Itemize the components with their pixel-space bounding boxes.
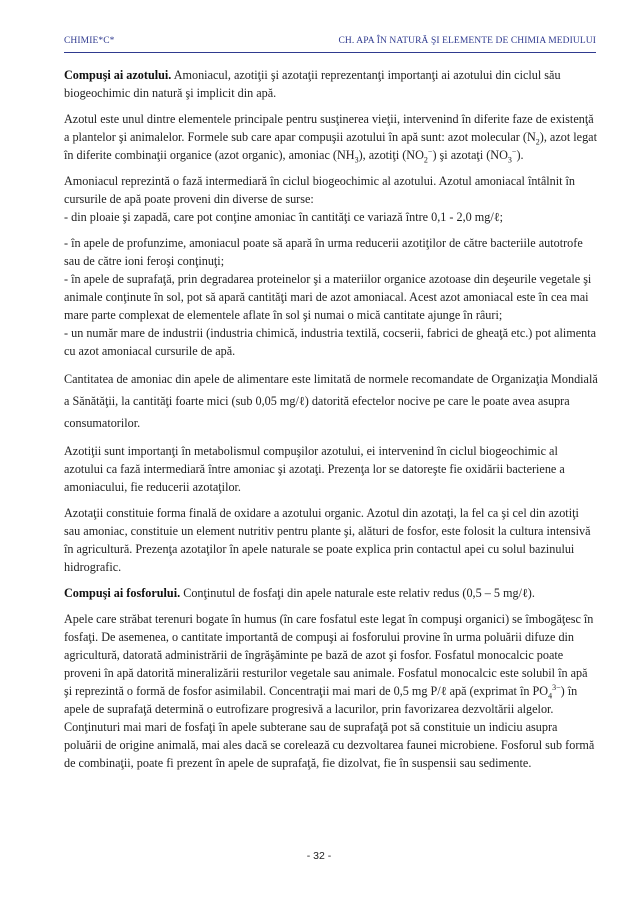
header-chapter-title: CH. APA ÎN NATURĂ ŞI ELEMENTE DE CHIMIA MEDIULUI <box>338 36 596 46</box>
page-body <box>64 66 598 780</box>
text-run: ) şi azotaţi (NO <box>432 148 508 162</box>
nitrogen-intro-paragraph <box>64 66 598 102</box>
phosphorus-intro-paragraph <box>64 584 598 602</box>
text-run: ). <box>516 148 524 162</box>
page-number: - 32 - <box>306 850 332 862</box>
text-run: Apele care străbat terenuri bogate în humus (în care fosfatul este legat în compuşi organici) se îmbogăţesc în fosfaţi. De asemenea, o cantitate importantă de compuşi ai fosforului provine în urma poluării difuze din agricultură, datorată administrării de îngrăşăminte pe bază de azot şi fosfor. Fosfatul monocalcic poate proveni în apă datorită mineralizării resturilor vegetale sau animale. Fosfatul monocalcic este solubil în apă şi reprezintă o formă de fosfor asimilabil. Concentraţii mai mari de 0,5 mg P/ℓ apă (exprimat în PO <box>64 612 594 698</box>
nitrogen-section-heading: Compuşi ai azotului. <box>64 68 172 82</box>
nitrogen-intro-text: Amoniacul, azotiţii şi azotaţii reprezentanţi importanţi ai azotului din ciclul său biogeochimic din natură şi implicit din apă. <box>64 68 561 100</box>
subscript: 4 <box>548 691 553 701</box>
ammonia-source-industry: - un număr mare de industrii (industria chimică, industria textilă, cocserii, fabrici de gheaţă etc.) pot alimenta cu azot amoniacal cursurile de apă. <box>64 326 596 358</box>
phosphorus-intro-text: Conţinutul de fosfaţi din apele naturale este relativ redus (0,5 – 5 mg/ℓ). <box>180 586 535 600</box>
nitrites-paragraph: Azotiţii sunt importanţi în metabolismul compuşilor azotului, ei intervenind în ciclul biogeochimic al azotului ca fază intermediară între amoniac şi azotaţi. Prezenţa lor se datoreşte fie oxidării bacteriene a amoniacului, fie reducerii azotaţilor. <box>64 444 565 494</box>
ammonia-source-deep-water: - în apele de profunzime, amoniacul poate să apară în urma reducerii azotiţilor de către bacteriile autotrofe sau de către ioni feroşi conţinuţi; <box>64 236 583 268</box>
phosphates-paragraph <box>64 610 598 772</box>
superscript: − <box>427 146 433 156</box>
header-left-title: CHIMIE*C* <box>64 36 115 46</box>
text-run: ) în apele de suprafaţă determină o eutrofizare progresivă a lacurilor, prin favorizarea dezvoltării algelor. Conţinuturi mai mari de fosfaţi în apele subterane sau de suprafaţă pot să constituie un indiciu asupra poluării de origine animală, mai ales dacă se corelează cu dezvoltarea faunei microbiene. Fosforul sub formă de combinaţii, poate fi prezent în apele de suprafaţă, fie dizolvat, fie în suspensii sau sedimente. <box>64 684 595 770</box>
superscript: 3− <box>552 682 561 692</box>
nitrates-paragraph: Azotaţii constituie forma finală de oxidare a azotului organic. Azotul din azotaţi, la fel ca şi cel din azotiţi sau amoniac, constituie un element nutritiv pentru plante şi, alături de fosfor, este folosit la cultura intensivă în agricultură. Prezenţa azotaţilor în apele naturale se poate explica prin contactul apei cu solul bazinului hidrografic. <box>64 506 591 574</box>
ammonia-limits-paragraph: Cantitatea de amoniac din apele de alimentare este limitată de normele recomandate de Organizaţia Mondială a Sănătăţii, la cantităţi foarte mici (sub 0,05 mg/ℓ) datorită efectelor nocive pe care le poate avea asupra consumatorilor. <box>64 372 598 430</box>
text-run: Azotul este unul dintre elementele principale pentru susţinerea vieţii, intervenind în diferite faze de existenţă a plantelor şi animalelor. Formele sub care apar compuşii azotului în apă sunt: azot molecular (N <box>64 112 594 144</box>
text-run: ), azotiţi (NO <box>358 148 424 162</box>
ammonia-source-rain: - din ploaie şi zapadă, care pot conţine amoniac în cantităţi ce variază între 0,1 - 2,0 mg/ℓ; <box>64 210 503 224</box>
subscript: 3 <box>354 155 359 165</box>
ammonia-paragraph: Amoniacul reprezintă o fază intermediară în ciclul biogeochimic al azotului. Azotul amoniacal întâlnit în cursurile de apă poate proveni din diverse de surse: <box>64 174 576 206</box>
subscript: 2 <box>535 137 540 147</box>
subscript: 2 <box>423 155 428 165</box>
nitrogen-forms-paragraph <box>64 110 598 164</box>
phosphorus-section-heading: Compuşi ai fosforului. <box>64 586 181 600</box>
subscript: 3 <box>507 155 512 165</box>
text-run: ), azot legat în diferite combinaţii organice (azot organic), amoniac (NH <box>64 130 597 162</box>
running-header <box>64 36 596 53</box>
superscript: − <box>511 146 517 156</box>
ammonia-source-surface-water: - în apele de suprafaţă, prin degradarea proteinelor şi a materiilor organice azotoase din deşeurile vegetale şi animale conţinute în sol, pot să apară cantităţi mari de azot amoniacal. Acest azot amoniacal este în cea mai mare parte complexat de elementele aflate în sol şi numai o mică cantitate ajunge în râuri; <box>64 272 592 322</box>
